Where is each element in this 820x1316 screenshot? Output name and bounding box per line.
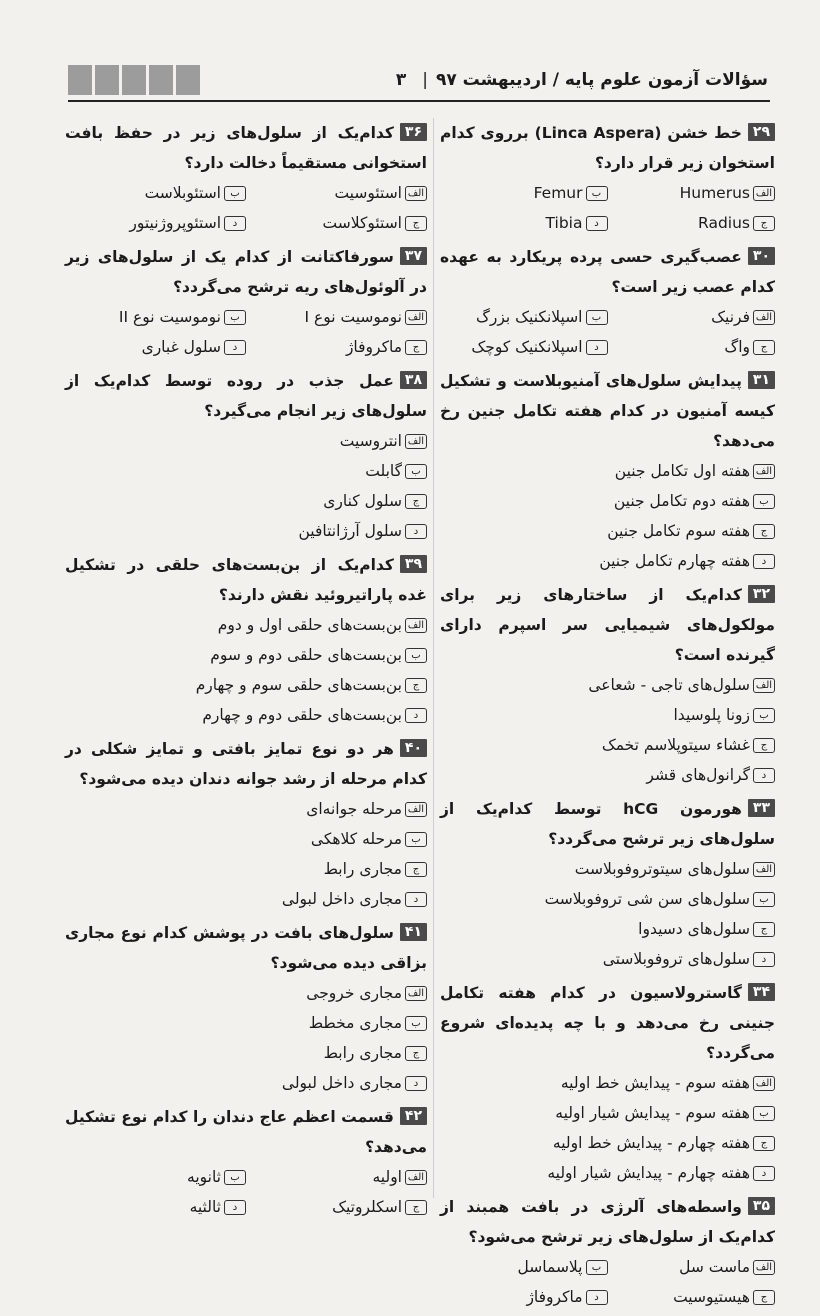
options bbox=[65, 302, 427, 362]
option-text: بن‌بست‌های حلقی دوم و چهارم bbox=[202, 706, 402, 724]
option-text: سلول آرژانتافین bbox=[298, 522, 402, 540]
option-2[interactable] bbox=[440, 1128, 775, 1158]
option-label: ب bbox=[405, 464, 427, 479]
option-1[interactable] bbox=[65, 1162, 246, 1192]
option-text: سلول‌های سن شی تروفوبلاست bbox=[544, 890, 750, 908]
option-label: د bbox=[753, 1166, 775, 1181]
option-text: مجاری مخطط bbox=[308, 1014, 402, 1032]
question-3 bbox=[65, 550, 427, 730]
option-1[interactable] bbox=[65, 302, 246, 332]
question-text: قسمت اعظم عاج دندان را کدام نوع تشکیل می‌دهد؟ bbox=[65, 1108, 427, 1156]
question-0 bbox=[65, 118, 427, 238]
header-title: سؤالات آزمون علوم پایه / اردیبهشت ۹۷ bbox=[435, 70, 768, 90]
option-text: مرحله کلاهکی bbox=[310, 830, 402, 848]
question-2 bbox=[65, 366, 427, 546]
option-label: د bbox=[586, 216, 608, 231]
option-text: هفته اول تکامل جنین bbox=[614, 462, 750, 480]
question-number: ۲۹ bbox=[748, 123, 775, 141]
question-1 bbox=[440, 242, 775, 362]
option-text: Humerus bbox=[679, 184, 750, 202]
option-text: بن‌بست‌های حلقی اول و دوم bbox=[217, 616, 402, 634]
options bbox=[65, 178, 427, 238]
option-label: ج bbox=[753, 738, 775, 753]
option-text: مجاری رابط bbox=[323, 860, 402, 878]
option-3[interactable] bbox=[440, 1282, 608, 1312]
option-text: سلول‌های سیتوتروفوبلاست bbox=[574, 860, 750, 878]
option-text: سلول غباری bbox=[141, 338, 221, 356]
question-stem bbox=[65, 1102, 427, 1162]
option-3[interactable] bbox=[440, 208, 608, 238]
option-2[interactable] bbox=[246, 1192, 427, 1222]
option-label: ج bbox=[405, 340, 427, 355]
option-3[interactable] bbox=[440, 546, 775, 576]
option-0[interactable] bbox=[608, 1252, 776, 1282]
option-label: الف bbox=[753, 678, 775, 693]
option-label: الف bbox=[405, 986, 427, 1001]
option-text: بن‌بست‌های حلقی دوم و سوم bbox=[210, 646, 402, 664]
option-label: الف bbox=[753, 1260, 775, 1275]
option-label: الف bbox=[753, 186, 775, 201]
option-label: ب bbox=[224, 310, 246, 325]
question-stem bbox=[65, 734, 427, 794]
option-2[interactable] bbox=[608, 1282, 776, 1312]
option-label: ج bbox=[405, 678, 427, 693]
option-label: د bbox=[224, 1200, 246, 1215]
options bbox=[440, 1068, 775, 1188]
option-label: ب bbox=[586, 186, 608, 201]
header-rule bbox=[68, 100, 770, 102]
option-label: الف bbox=[405, 186, 427, 201]
option-text: مجاری رابط bbox=[323, 1044, 402, 1062]
option-text: انتروسیت bbox=[339, 432, 402, 450]
option-text: ماست سل bbox=[679, 1258, 750, 1276]
option-label: ج bbox=[405, 216, 427, 231]
option-label: ب bbox=[753, 708, 775, 723]
question-4 bbox=[440, 794, 775, 974]
option-3[interactable] bbox=[440, 944, 775, 974]
question-number: ۳۵ bbox=[748, 1197, 775, 1215]
option-text: نوموسیت نوع I bbox=[304, 308, 402, 326]
option-1[interactable] bbox=[440, 178, 608, 208]
question-stem bbox=[65, 550, 427, 610]
question-text: واسطه‌های آلرژی در بافت همبند از کدام‌یک از سلول‌های زیر ترشح می‌شود؟ bbox=[440, 1198, 775, 1246]
question-number: ۳۹ bbox=[400, 555, 427, 573]
option-1[interactable] bbox=[440, 486, 775, 516]
page-header bbox=[68, 60, 770, 100]
option-0[interactable] bbox=[246, 178, 427, 208]
option-text: Tibia bbox=[545, 214, 583, 232]
option-1[interactable] bbox=[440, 884, 775, 914]
option-0[interactable] bbox=[440, 456, 775, 486]
option-0[interactable] bbox=[608, 178, 776, 208]
question-stem bbox=[440, 366, 775, 456]
question-text: عمل جذب در روده توسط کدام‌یک از سلول‌های زیر انجام می‌گیرد؟ bbox=[65, 372, 427, 420]
question-4 bbox=[65, 734, 427, 914]
option-label: ب bbox=[224, 186, 246, 201]
options bbox=[65, 1162, 427, 1222]
option-label: د bbox=[753, 554, 775, 569]
option-label: ج bbox=[405, 862, 427, 877]
left-column bbox=[65, 118, 427, 1226]
question-text: خط خشن (Linca Aspera) برروی کدام استخوان زیر قرار دارد؟ bbox=[440, 124, 775, 172]
option-1[interactable] bbox=[65, 640, 427, 670]
option-label: الف bbox=[753, 1076, 775, 1091]
option-label: ب bbox=[405, 832, 427, 847]
option-3[interactable] bbox=[440, 1158, 775, 1188]
option-label: د bbox=[405, 708, 427, 723]
right-column bbox=[440, 118, 775, 1316]
option-3[interactable] bbox=[65, 1192, 246, 1222]
option-label: ب bbox=[753, 494, 775, 509]
option-3[interactable] bbox=[440, 332, 608, 362]
option-text: اسپلانکنیک کوچک bbox=[471, 338, 583, 356]
option-text: سلول‌های دسیدوا bbox=[638, 920, 750, 938]
question-stem bbox=[440, 118, 775, 178]
question-text: سلول‌های بافت در پوشش کدام نوع مجاری بزاقی دیده می‌شود؟ bbox=[65, 924, 427, 972]
question-number: ۳۶ bbox=[400, 123, 427, 141]
option-text: هفته سوم تکامل جنین bbox=[607, 522, 750, 540]
option-text: اسپلانکنیک بزرگ bbox=[476, 308, 583, 326]
option-text: Radius bbox=[698, 214, 750, 232]
option-label: ب bbox=[753, 892, 775, 907]
question-number: ۳۴ bbox=[748, 983, 775, 1001]
option-1[interactable] bbox=[65, 824, 427, 854]
question-stem bbox=[440, 242, 775, 302]
options bbox=[440, 670, 775, 790]
option-0[interactable] bbox=[65, 426, 427, 456]
option-1[interactable] bbox=[65, 178, 246, 208]
option-3[interactable] bbox=[65, 1068, 427, 1098]
options bbox=[65, 426, 427, 546]
option-label: ب bbox=[586, 1260, 608, 1275]
option-2[interactable] bbox=[65, 1038, 427, 1068]
option-label: ج bbox=[753, 1290, 775, 1305]
option-text: اسکلروتیک bbox=[332, 1198, 402, 1216]
option-label: ب bbox=[224, 1170, 246, 1185]
option-text: Femur bbox=[533, 184, 583, 202]
option-text: هفته چهارم تکامل جنین bbox=[599, 552, 750, 570]
question-number: ۳۲ bbox=[748, 585, 775, 603]
option-label: الف bbox=[405, 1170, 427, 1185]
options bbox=[440, 302, 775, 362]
option-label: الف bbox=[405, 434, 427, 449]
question-text: عصب‌گیری حسی پرده پریکارد به عهده کدام عصب زیر است؟ bbox=[440, 248, 775, 296]
option-text: غشاء سیتوپلاسم تخمک bbox=[601, 736, 750, 754]
option-text: مجاری داخل لبولی bbox=[281, 1074, 402, 1092]
option-label: ج bbox=[405, 1046, 427, 1061]
option-label: الف bbox=[405, 802, 427, 817]
option-text: هفته چهارم - پیدایش شیار اولیه bbox=[547, 1164, 750, 1182]
option-label: ب bbox=[753, 1106, 775, 1121]
option-text: استئوپروژنیتور bbox=[129, 214, 221, 232]
option-text: هفته دوم تکامل جنین bbox=[613, 492, 750, 510]
option-text: استئوبلاست bbox=[144, 184, 221, 202]
option-label: ج bbox=[753, 524, 775, 539]
question-1 bbox=[65, 242, 427, 362]
option-text: استئوسیت bbox=[334, 184, 402, 202]
option-text: ثانویه bbox=[187, 1168, 221, 1186]
question-2 bbox=[440, 366, 775, 576]
option-label: د bbox=[224, 340, 246, 355]
option-2[interactable] bbox=[65, 486, 427, 516]
option-3[interactable] bbox=[65, 516, 427, 546]
option-label: د bbox=[586, 1290, 608, 1305]
option-1[interactable] bbox=[65, 456, 427, 486]
question-text: پیدایش سلول‌های آمنیوبلاست و تشکیل کیسه آمنیون در کدام هفته تکامل جنین رخ می‌دهد؟ bbox=[440, 372, 775, 450]
options bbox=[440, 178, 775, 238]
option-label: د bbox=[224, 216, 246, 231]
question-stem bbox=[440, 794, 775, 854]
option-0[interactable] bbox=[246, 302, 427, 332]
options bbox=[440, 854, 775, 974]
option-label: د bbox=[586, 340, 608, 355]
question-stem bbox=[65, 918, 427, 978]
question-number: ۴۰ bbox=[400, 739, 427, 757]
option-text: گرانول‌های قشر bbox=[646, 766, 750, 784]
option-text: واگ bbox=[724, 338, 750, 356]
options bbox=[65, 978, 427, 1098]
option-label: الف bbox=[405, 310, 427, 325]
option-label: ج bbox=[753, 216, 775, 231]
question-stem bbox=[65, 366, 427, 426]
options bbox=[65, 794, 427, 914]
question-text: سورفاکتانت از کدام یک از سلول‌های زیر در آلوئول‌های ریه ترشح می‌گردد؟ bbox=[65, 248, 427, 296]
option-0[interactable] bbox=[65, 794, 427, 824]
option-3[interactable] bbox=[65, 332, 246, 362]
option-text: مجاری داخل لبولی bbox=[281, 890, 402, 908]
option-label: الف bbox=[753, 862, 775, 877]
option-3[interactable] bbox=[65, 884, 427, 914]
question-number: ۳۰ bbox=[748, 247, 775, 265]
option-label: ب bbox=[405, 1016, 427, 1031]
question-0 bbox=[440, 118, 775, 238]
option-0[interactable] bbox=[608, 302, 776, 332]
option-0[interactable] bbox=[65, 978, 427, 1008]
question-text: کدام‌یک از بن‌بست‌های حلقی در تشکیل غده پاراتیروئید نقش دارند؟ bbox=[65, 556, 427, 604]
question-text: کدام‌یک از ساختارهای زیر برای مولکول‌های شیمیایی سر اسپرم دارای گیرنده است؟ bbox=[440, 586, 775, 664]
question-5 bbox=[65, 918, 427, 1098]
option-2[interactable] bbox=[246, 332, 427, 362]
question-stem bbox=[65, 242, 427, 302]
option-label: د bbox=[405, 1076, 427, 1091]
option-1[interactable] bbox=[440, 1252, 608, 1282]
option-text: گابلت bbox=[365, 462, 402, 480]
question-number: ۴۲ bbox=[400, 1107, 427, 1125]
question-stem bbox=[440, 580, 775, 670]
question-stem bbox=[65, 118, 427, 178]
options bbox=[440, 1252, 775, 1312]
options bbox=[65, 610, 427, 730]
option-label: د bbox=[753, 768, 775, 783]
option-text: سلول کناری bbox=[323, 492, 402, 510]
option-3[interactable] bbox=[65, 208, 246, 238]
option-1[interactable] bbox=[440, 302, 608, 332]
option-text: ماکروفاژ bbox=[345, 338, 402, 356]
option-label: د bbox=[405, 892, 427, 907]
question-text: گاسترولاسیون در کدام هفته تکامل جنینی رخ می‌دهد و با چه پدیده‌ای شروع می‌گردد؟ bbox=[440, 984, 775, 1062]
option-text: پلاسماسل bbox=[517, 1258, 583, 1276]
option-2[interactable] bbox=[608, 332, 776, 362]
option-text: ثالثیه bbox=[189, 1198, 221, 1216]
question-stem bbox=[440, 1192, 775, 1252]
option-label: الف bbox=[753, 310, 775, 325]
option-2[interactable] bbox=[440, 914, 775, 944]
option-1[interactable] bbox=[440, 1098, 775, 1128]
option-text: سلول‌های تاجی - شعاعی bbox=[588, 676, 750, 694]
header-decoration bbox=[68, 65, 200, 95]
option-label: الف bbox=[405, 618, 427, 633]
option-label: ب bbox=[405, 648, 427, 663]
option-label: ج bbox=[405, 1200, 427, 1215]
option-3[interactable] bbox=[65, 700, 427, 730]
question-number: ۴۱ bbox=[400, 923, 427, 941]
option-0[interactable] bbox=[440, 854, 775, 884]
option-text: هفته سوم - پیدایش خط اولیه bbox=[560, 1074, 750, 1092]
question-6 bbox=[65, 1102, 427, 1222]
option-2[interactable] bbox=[246, 208, 427, 238]
question-number: ۳۳ bbox=[748, 799, 775, 817]
question-6 bbox=[440, 1192, 775, 1312]
question-text: هر دو نوع تمایز بافتی و تمایز شکلی در کدام مرحله از رشد جوانه دندان دیده می‌شود؟ bbox=[65, 740, 427, 788]
option-2[interactable] bbox=[440, 516, 775, 546]
option-text: بن‌بست‌های حلقی سوم و چهارم bbox=[195, 676, 402, 694]
option-text: سلول‌های تروفوبلاستی bbox=[602, 950, 750, 968]
option-label: ب bbox=[586, 310, 608, 325]
option-text: مجاری خروجی bbox=[306, 984, 402, 1002]
option-2[interactable] bbox=[440, 730, 775, 760]
option-text: استئوکلاست bbox=[322, 214, 402, 232]
option-1[interactable] bbox=[440, 700, 775, 730]
header-separator: | bbox=[422, 70, 428, 90]
question-number: ۳۷ bbox=[400, 247, 427, 265]
option-0[interactable] bbox=[440, 1068, 775, 1098]
question-number: ۳۱ bbox=[748, 371, 775, 389]
question-stem bbox=[440, 978, 775, 1068]
option-text: فرنیک bbox=[711, 308, 750, 326]
question-3 bbox=[440, 580, 775, 790]
option-0[interactable] bbox=[65, 610, 427, 640]
question-text: هورمون hCG توسط کدام‌یک از سلول‌های زیر ترشح می‌گردد؟ bbox=[440, 800, 775, 848]
option-text: زونا پلوسیدا bbox=[673, 706, 750, 724]
option-text: نوموسیت نوع II bbox=[118, 308, 221, 326]
option-text: هیستیوسیت bbox=[673, 1288, 750, 1306]
option-1[interactable] bbox=[65, 1008, 427, 1038]
option-text: اولیه bbox=[372, 1168, 402, 1186]
options bbox=[440, 456, 775, 576]
question-5 bbox=[440, 978, 775, 1188]
option-0[interactable] bbox=[246, 1162, 427, 1192]
option-0[interactable] bbox=[440, 670, 775, 700]
page-number: ۳ bbox=[395, 70, 407, 90]
option-text: ماکروفاژ bbox=[526, 1288, 583, 1306]
option-text: هفته چهارم - پیدایش خط اولیه bbox=[552, 1134, 750, 1152]
option-3[interactable] bbox=[440, 760, 775, 790]
option-2[interactable] bbox=[65, 854, 427, 884]
option-label: ج bbox=[753, 340, 775, 355]
option-label: ج bbox=[753, 922, 775, 937]
option-text: مرحله جوانه‌ای bbox=[306, 800, 402, 818]
option-2[interactable] bbox=[608, 208, 776, 238]
option-text: هفته سوم - پیدایش شیار اولیه bbox=[555, 1104, 750, 1122]
question-text: کدام‌یک از سلول‌های زیر در حفظ بافت استخوانی مستقیماً دخالت دارد؟ bbox=[65, 124, 427, 172]
option-label: د bbox=[405, 524, 427, 539]
column-divider bbox=[433, 118, 434, 1198]
question-number: ۳۸ bbox=[400, 371, 427, 389]
option-2[interactable] bbox=[65, 670, 427, 700]
option-label: الف bbox=[753, 464, 775, 479]
option-label: ج bbox=[405, 494, 427, 509]
option-label: د bbox=[753, 952, 775, 967]
option-label: ج bbox=[753, 1136, 775, 1151]
